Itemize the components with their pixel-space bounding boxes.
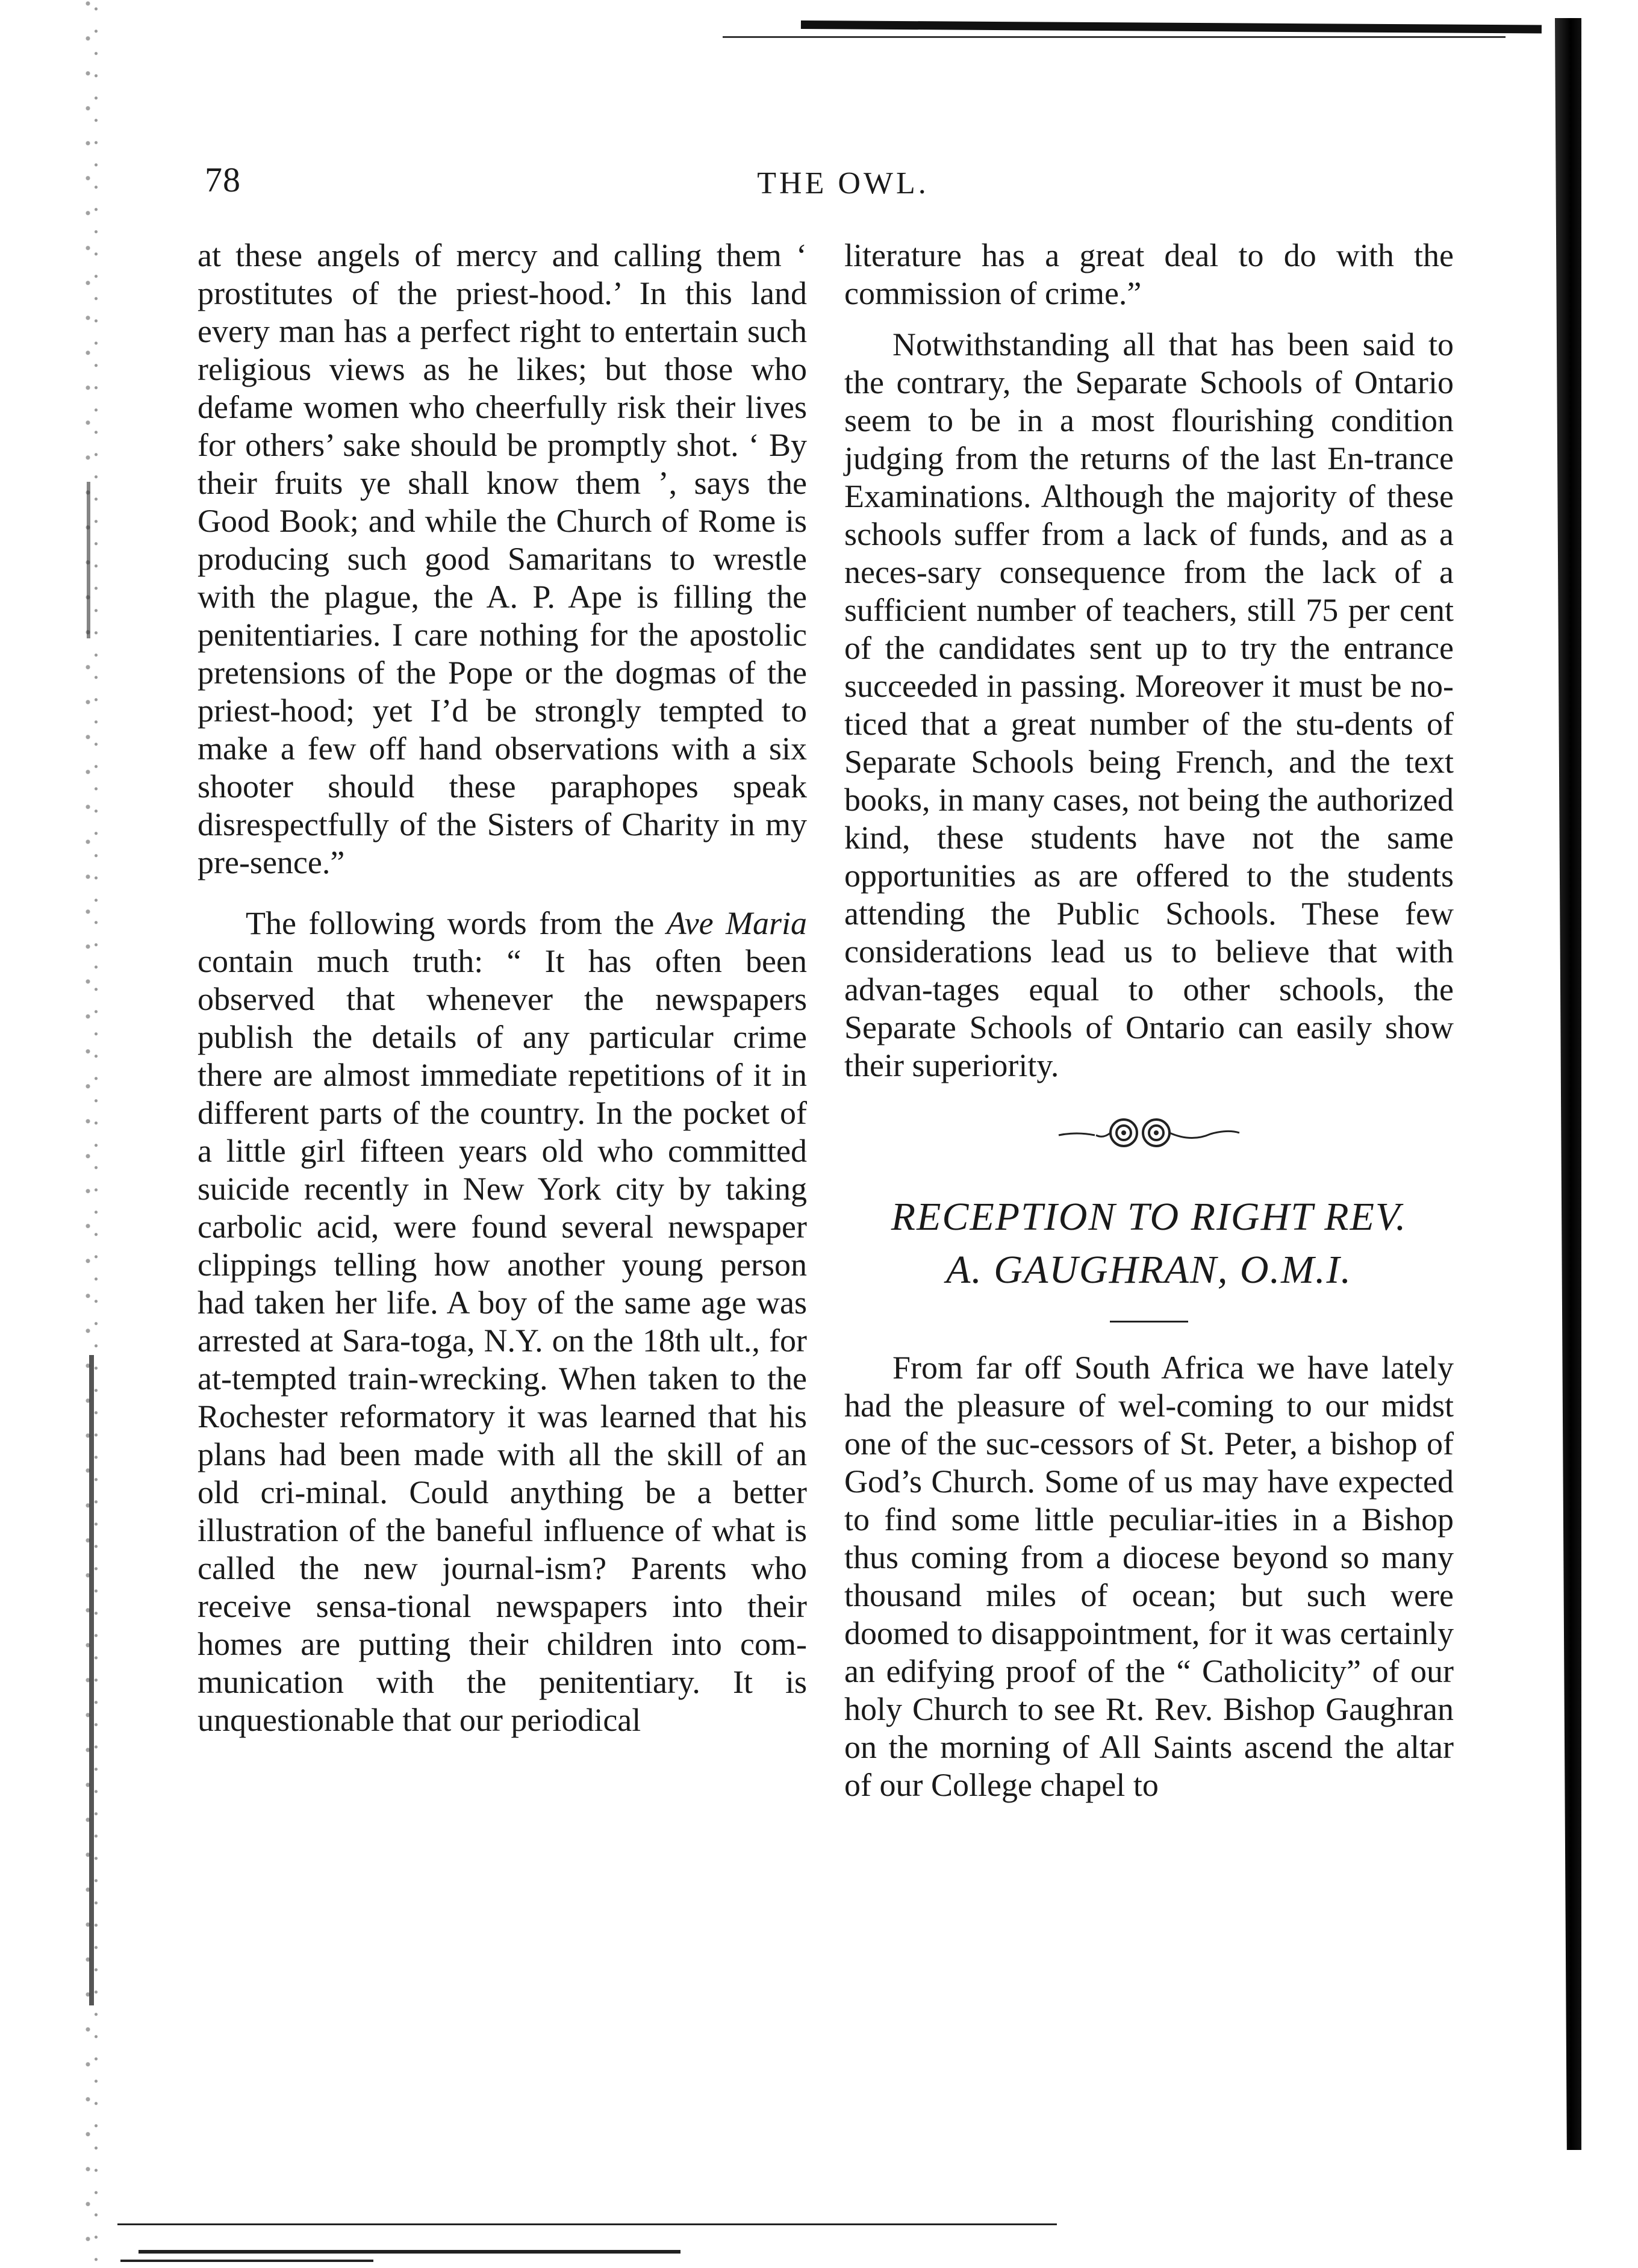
left-paragraph-2 [198,905,807,1739]
paragraph-text: The following words from the [246,905,667,941]
right-column [844,237,1454,1804]
left-column [198,237,807,1739]
scan-edge-top [801,20,1542,34]
section-title-line-1: RECEPTION TO RIGHT REV. [891,1195,1407,1239]
paragraph-gap [844,313,1454,326]
scan-edge-top-thin [723,36,1506,38]
scan-edge-left-bar [87,482,90,638]
running-head: THE OWL. [757,166,929,201]
scan-edge-right [1555,18,1581,2150]
page-number: 78 [205,160,241,199]
italic-title: Ave Maria [666,905,807,941]
section-title [844,1191,1454,1297]
right-paragraph-3: From far off South Africa we have lately had the pleasure of wel-coming to our midst one of the suc-cessors of St. Peter, a bishop of God’s Church. Some of us may have expected to find some little peculiar-ities in a Bishop thus coming from a diocese beyond so many thousand miles of ocean; but such were doomed to disappointment, for it was certainly an edifying proof of the “ Catholicity” of our holy Church to see Rt. Rev. Bishop Gaughran on the morning of All Saints ascend the altar of our College chapel to [844,1350,1454,1803]
ornament [844,1085,1454,1181]
scroll-flourish-icon [1053,1109,1245,1157]
section-title-line-2: A. GAUGHRAN, O.M.I. [945,1248,1353,1292]
bottom-rule [117,2223,1057,2225]
right-paragraph-2: Notwithstanding all that has been said to the contrary, the Separate Schools of Ontario seem to be in a most flourishing condition judging from the returns of the last En-trance Examinations. Although the majority of these schools suffer from a lack of funds, and as a neces-sary consequence from the lack of a sufficient number of teachers, still 75 per cent of the candidates sent up to try the entrance succeeded in passing. Moreover it must be no-ticed that a great number of the stu-dents of Separate Schools being French, and the text books, in many cases, not being the authorized kind, these students have not the same opportunities as are offered to the students attending the Public Schools. These few considerations lead us to believe that with advan-tages equal to other schools, the Separate Schools of Ontario can easily show their superiority. [844,326,1454,1083]
section-divider [1110,1321,1188,1322]
paragraph-gap [198,882,807,905]
scan-edge-left-bar [89,1355,94,2005]
bottom-rule [120,2260,373,2262]
right-paragraph-1: literature has a great deal to do with the commission of crime.” [844,237,1454,311]
bottom-rule [139,2250,680,2254]
paragraph-text: contain much truth: “ It has often been observed that whenever the newspapers publish the details of any particular crime there are almost immediate repetitions of it in different parts of the country. In the pocket of a little girl fifteen years old who committed suicide recently in New York city by taking carbolic acid, were found several newspaper clippings telling how another young person had taken her life. A boy of the same age was arrested at Sara-toga, N.Y. on the 18th ult., for at-tempted train-wrecking. When taken to the Rochester reformatory it was learned that his plans had been made with all the skill of an old cri-minal. Could anything be a better illustration of the baneful influence of what is called the new journal-ism? Parents who receive sensa-tional newspapers into their homes are putting their children into com-munication with the penitentiary. It is unquestionable that our periodical [198,943,807,1738]
left-paragraph-1: at these angels of mercy and calling them ‘ prostitutes of the priest-hood.’ In this land every man has a perfect right to entertain such religious views as he likes; but those who defame women who cheerfully risk their lives for others’ sake should be promptly shot. ‘ By their fruits ye shall know them ’, says the Good Book; and while the Church of Rome is producing such good Samaritans to wrestle with the plague, the A. P. Ape is filling the penitentiaries. I care nothing for the apostolic pretensions of the Pope or the dogmas of the priest-hood; yet I’d be strongly tempted to make a few off hand observations with a six shooter should these paraphopes speak disrespectfully of the Sisters of Charity in my pre-sence.” [198,237,807,880]
